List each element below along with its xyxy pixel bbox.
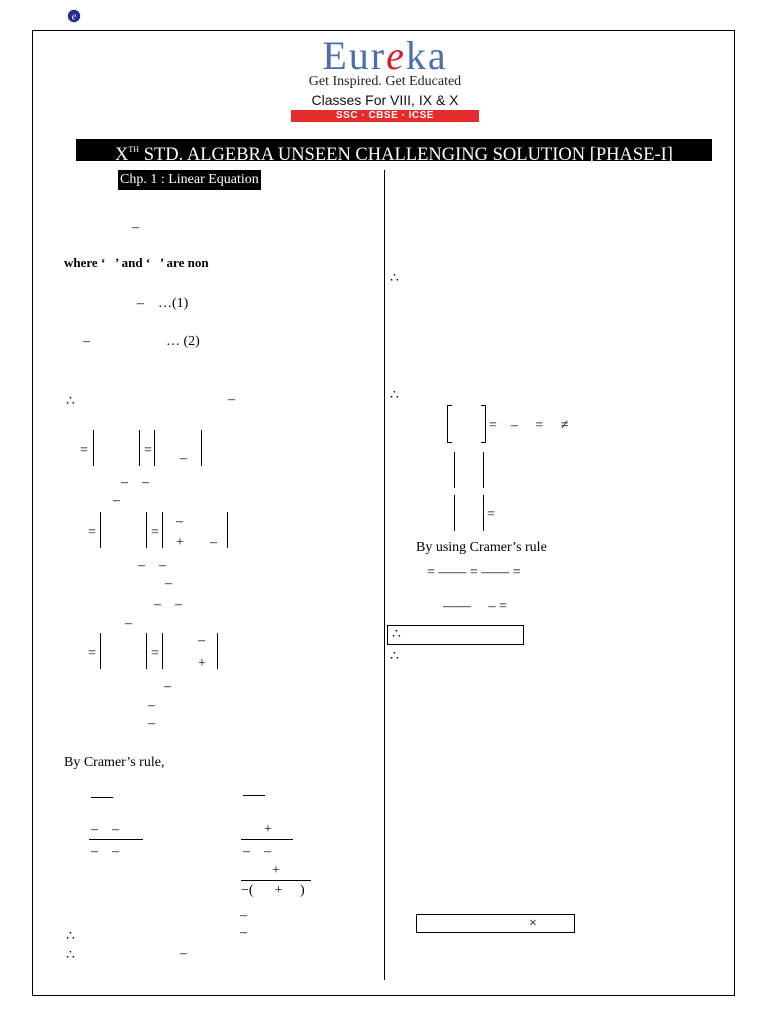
determinant-bar xyxy=(217,633,218,669)
brand-tagline: Get Inspired. Get Educated xyxy=(308,74,462,89)
determinant-bar xyxy=(146,633,147,669)
fraction-line xyxy=(91,797,113,798)
therefore-symbol: ∴ xyxy=(66,948,75,963)
determinant-bar xyxy=(162,512,163,548)
minus-row: – – xyxy=(138,558,166,573)
equals-sign: = xyxy=(151,525,159,540)
column-divider xyxy=(384,170,385,980)
where-condition-text: where ‘ ’ and ‘ ’ are non xyxy=(64,255,209,270)
determinant-bar xyxy=(100,512,101,548)
determinant-bar xyxy=(201,430,202,466)
chapter-heading: Chp. 1 : Linear Equation xyxy=(118,170,261,190)
equals-sign: = xyxy=(487,507,495,522)
minus-row: – xyxy=(148,716,155,731)
plus-sign: + xyxy=(198,656,206,671)
minus-sign: – xyxy=(228,392,235,407)
determinant-bar xyxy=(100,633,101,669)
ratio-line: = —— = —— = xyxy=(427,565,521,580)
cramer-rule-heading: By Cramer’s rule, xyxy=(64,755,165,770)
minus-sign: – xyxy=(210,535,217,550)
brand-e-mark: e xyxy=(386,33,406,78)
brand-boards-banner: SSC · CBSE · ICSE xyxy=(291,110,479,122)
eureka-corner-logo-icon xyxy=(67,9,81,23)
answer-box xyxy=(416,914,575,933)
fraction-denominator: −( + ) xyxy=(241,883,305,898)
equation-1-label: – …(1) xyxy=(137,296,189,311)
determinant-bar xyxy=(483,452,484,488)
fraction-denominator: – – xyxy=(243,844,271,859)
minus-row: – xyxy=(240,908,247,923)
determinant-bar xyxy=(154,430,155,466)
determinant-bar xyxy=(93,430,94,466)
equals-sign: = xyxy=(80,443,88,458)
minus-row: – xyxy=(164,679,171,694)
fraction-line xyxy=(241,880,311,881)
fraction-denominator: – – xyxy=(91,844,119,859)
determinant-bar xyxy=(454,495,455,531)
fraction-numerator: – – xyxy=(91,822,119,837)
therefore-symbol: ∴ xyxy=(392,627,401,642)
minus-row: – xyxy=(148,698,155,713)
minus-sign: – xyxy=(198,633,205,648)
minus-row: – – xyxy=(121,475,149,490)
cramer-rule-heading: By using Cramer’s rule xyxy=(416,540,547,555)
matrix-bracket-left xyxy=(447,405,452,443)
therefore-symbol: ∴ xyxy=(66,394,75,409)
title-superscript: TH xyxy=(128,145,140,154)
minus-row: – xyxy=(113,493,120,508)
determinant-bar xyxy=(454,452,455,488)
equals-sign: = xyxy=(151,646,159,661)
fraction-line xyxy=(89,839,143,840)
determinant-bar xyxy=(227,512,228,548)
eureka-logo xyxy=(287,33,483,122)
therefore-symbol: ∴ xyxy=(66,929,75,944)
determinant-bar xyxy=(162,633,163,669)
minus-row: – xyxy=(125,616,132,631)
fraction-line xyxy=(243,795,265,796)
determinant-bar xyxy=(483,495,484,531)
therefore-symbol: ∴ xyxy=(390,271,399,286)
determinant-relation: = – = ≠ xyxy=(489,418,569,433)
therefore-symbol: ∴ xyxy=(390,649,399,664)
answer-box xyxy=(387,625,524,645)
determinant-bar xyxy=(139,430,140,466)
minus-sign: – xyxy=(83,334,90,349)
minus-sign: – xyxy=(176,514,183,529)
brand-name: Eureka xyxy=(322,33,448,78)
equals-sign: = xyxy=(88,646,96,661)
fraction-numerator: + xyxy=(272,863,280,878)
equals-sign: = xyxy=(88,525,96,540)
minus-row: – xyxy=(180,946,187,961)
fraction-line xyxy=(241,839,293,840)
svg-text:e: e xyxy=(71,11,77,23)
brand-classes: Classes For VIII, IX & X xyxy=(311,92,459,108)
equals-sign: = xyxy=(144,443,152,458)
fraction-numerator: + xyxy=(264,822,272,837)
plus-sign: + xyxy=(176,535,184,550)
determinant-bar xyxy=(146,512,147,548)
ratio-line: —— – = xyxy=(443,599,507,614)
minus-sign: – xyxy=(132,220,139,235)
document-title: XTH STD. ALGEBRA UNSEEN CHALLENGING SOLUTION [PHASE-I] xyxy=(76,139,712,161)
minus-sign: – xyxy=(180,451,187,466)
minus-row: – xyxy=(240,925,247,940)
times-sign: × xyxy=(529,916,537,931)
minus-row: – xyxy=(165,576,172,591)
therefore-symbol: ∴ xyxy=(390,388,399,403)
equation-2-label: … (2) xyxy=(166,334,200,349)
minus-row: – – xyxy=(154,597,182,612)
matrix-bracket-right xyxy=(481,405,486,443)
